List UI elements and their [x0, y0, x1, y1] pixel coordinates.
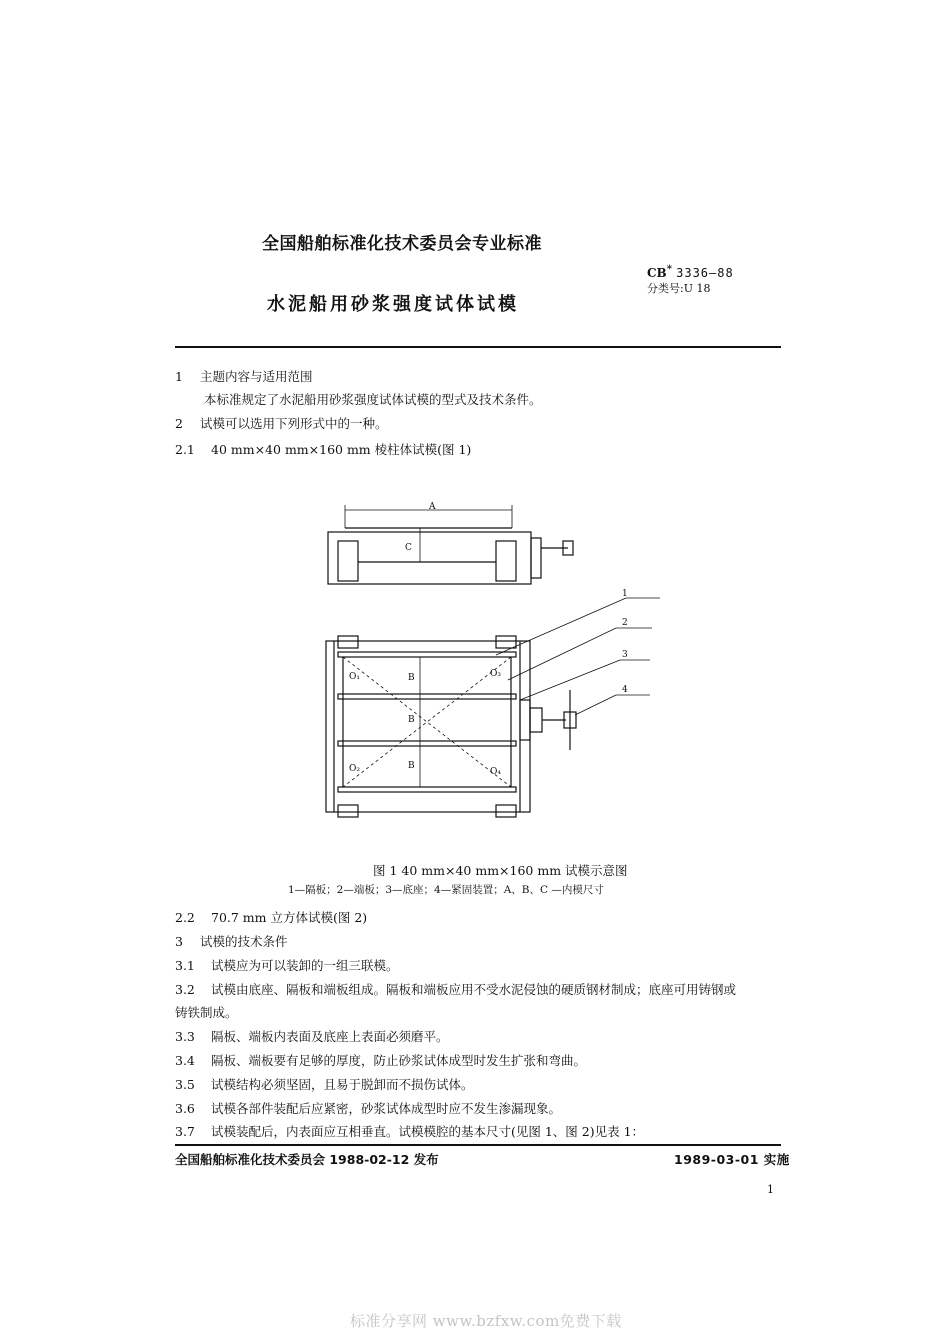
- callout-3: 3: [622, 650, 628, 660]
- dim-label-b-3: B: [408, 761, 415, 771]
- document-title: 水泥船用砂浆强度试体试模: [267, 294, 519, 315]
- watermark: 标准分享网 www.bzfxw.com免费下载: [350, 1312, 622, 1330]
- dim-label-b-2: B: [408, 715, 415, 725]
- classification-number: 分类号:U 18: [647, 282, 711, 295]
- dim-label-a: A: [429, 502, 436, 512]
- point-o1: O₁: [349, 672, 360, 682]
- section-2-2-text: 2.2 70.7 mm 立方体试模(图 2): [175, 910, 368, 925]
- callout-2: 2: [622, 618, 628, 628]
- section-3-5-text: 3.5 试模结构必须坚固，且易于脱卸而不损伤试体。: [175, 1077, 474, 1092]
- standard-code: [647, 264, 734, 280]
- section-3-6-text: 3.6 试模各部件装配后应紧密，砂浆试体成型时应不发生渗漏现象。: [175, 1101, 562, 1116]
- figure-1-drawing: [300, 495, 660, 820]
- section-3-1-text: 3.1 试模应为可以装卸的一组三联模。: [175, 958, 399, 973]
- standard-number: 3336—88: [676, 266, 734, 280]
- figure-note: 1—隔板；2—端板；3—底座；4—紧固装置；A、B、C —内模尺寸: [288, 884, 604, 896]
- issue-date: 全国船舶标准化技术委员会 1988-02-12 发布: [175, 1152, 439, 1167]
- effective-date: 1989-03-01 实施: [674, 1152, 790, 1167]
- section-3-heading: 3 试模的技术条件: [175, 934, 288, 949]
- section-3-3-text: 3.3 隔板、端板内表面及底座上表面必须磨平。: [175, 1029, 449, 1044]
- point-o4: O₄: [490, 767, 501, 777]
- callout-1: 1: [622, 589, 628, 599]
- callout-4: 4: [622, 685, 628, 695]
- dim-label-c: C: [405, 543, 412, 553]
- standard-prefix: CB: [647, 266, 667, 280]
- section-1-heading: 1 主题内容与适用范围: [175, 369, 313, 384]
- section-1-text: 本标准规定了水泥船用砂浆强度试体试模的型式及技术条件。: [204, 392, 542, 407]
- point-o3: O₃: [490, 669, 501, 679]
- header-rule: [175, 346, 781, 348]
- section-2-text: 2 试模可以选用下列形式中的一种。: [175, 416, 388, 431]
- dim-label-b-1: B: [408, 673, 415, 683]
- section-3-7-text: 3.7 试模装配后，内表面应互相垂直。试模模腔的基本尺寸(见图 1、图 2)见表 1：: [175, 1124, 645, 1139]
- footer-rule: [175, 1144, 781, 1146]
- standard-star: *: [666, 264, 672, 275]
- page-number: 1: [767, 1183, 774, 1196]
- figure-caption: 图 1 40 mm×40 mm×160 mm 试模示意图: [373, 863, 628, 878]
- plan-view-base: [326, 641, 530, 812]
- section-2-1-text: 2.1 40 mm×40 mm×160 mm 棱柱体试模(图 1): [175, 442, 472, 457]
- section-3-4-text: 3.4 隔板、端板要有足够的厚度，防止砂浆试体成型时发生扩张和弯曲。: [175, 1053, 587, 1068]
- section-3-2-text: 3.2 试模由底座、隔板和端板组成。隔板和端板应用不受水泥侵蚀的硬质钢材制成；底座可用铸钢或: [175, 982, 737, 997]
- organization-heading: 全国船舶标准化技术委员会专业标准: [262, 234, 542, 254]
- point-o2: O₂: [349, 764, 360, 774]
- section-3-2-text-cont: 铸铁制成。: [175, 1005, 238, 1020]
